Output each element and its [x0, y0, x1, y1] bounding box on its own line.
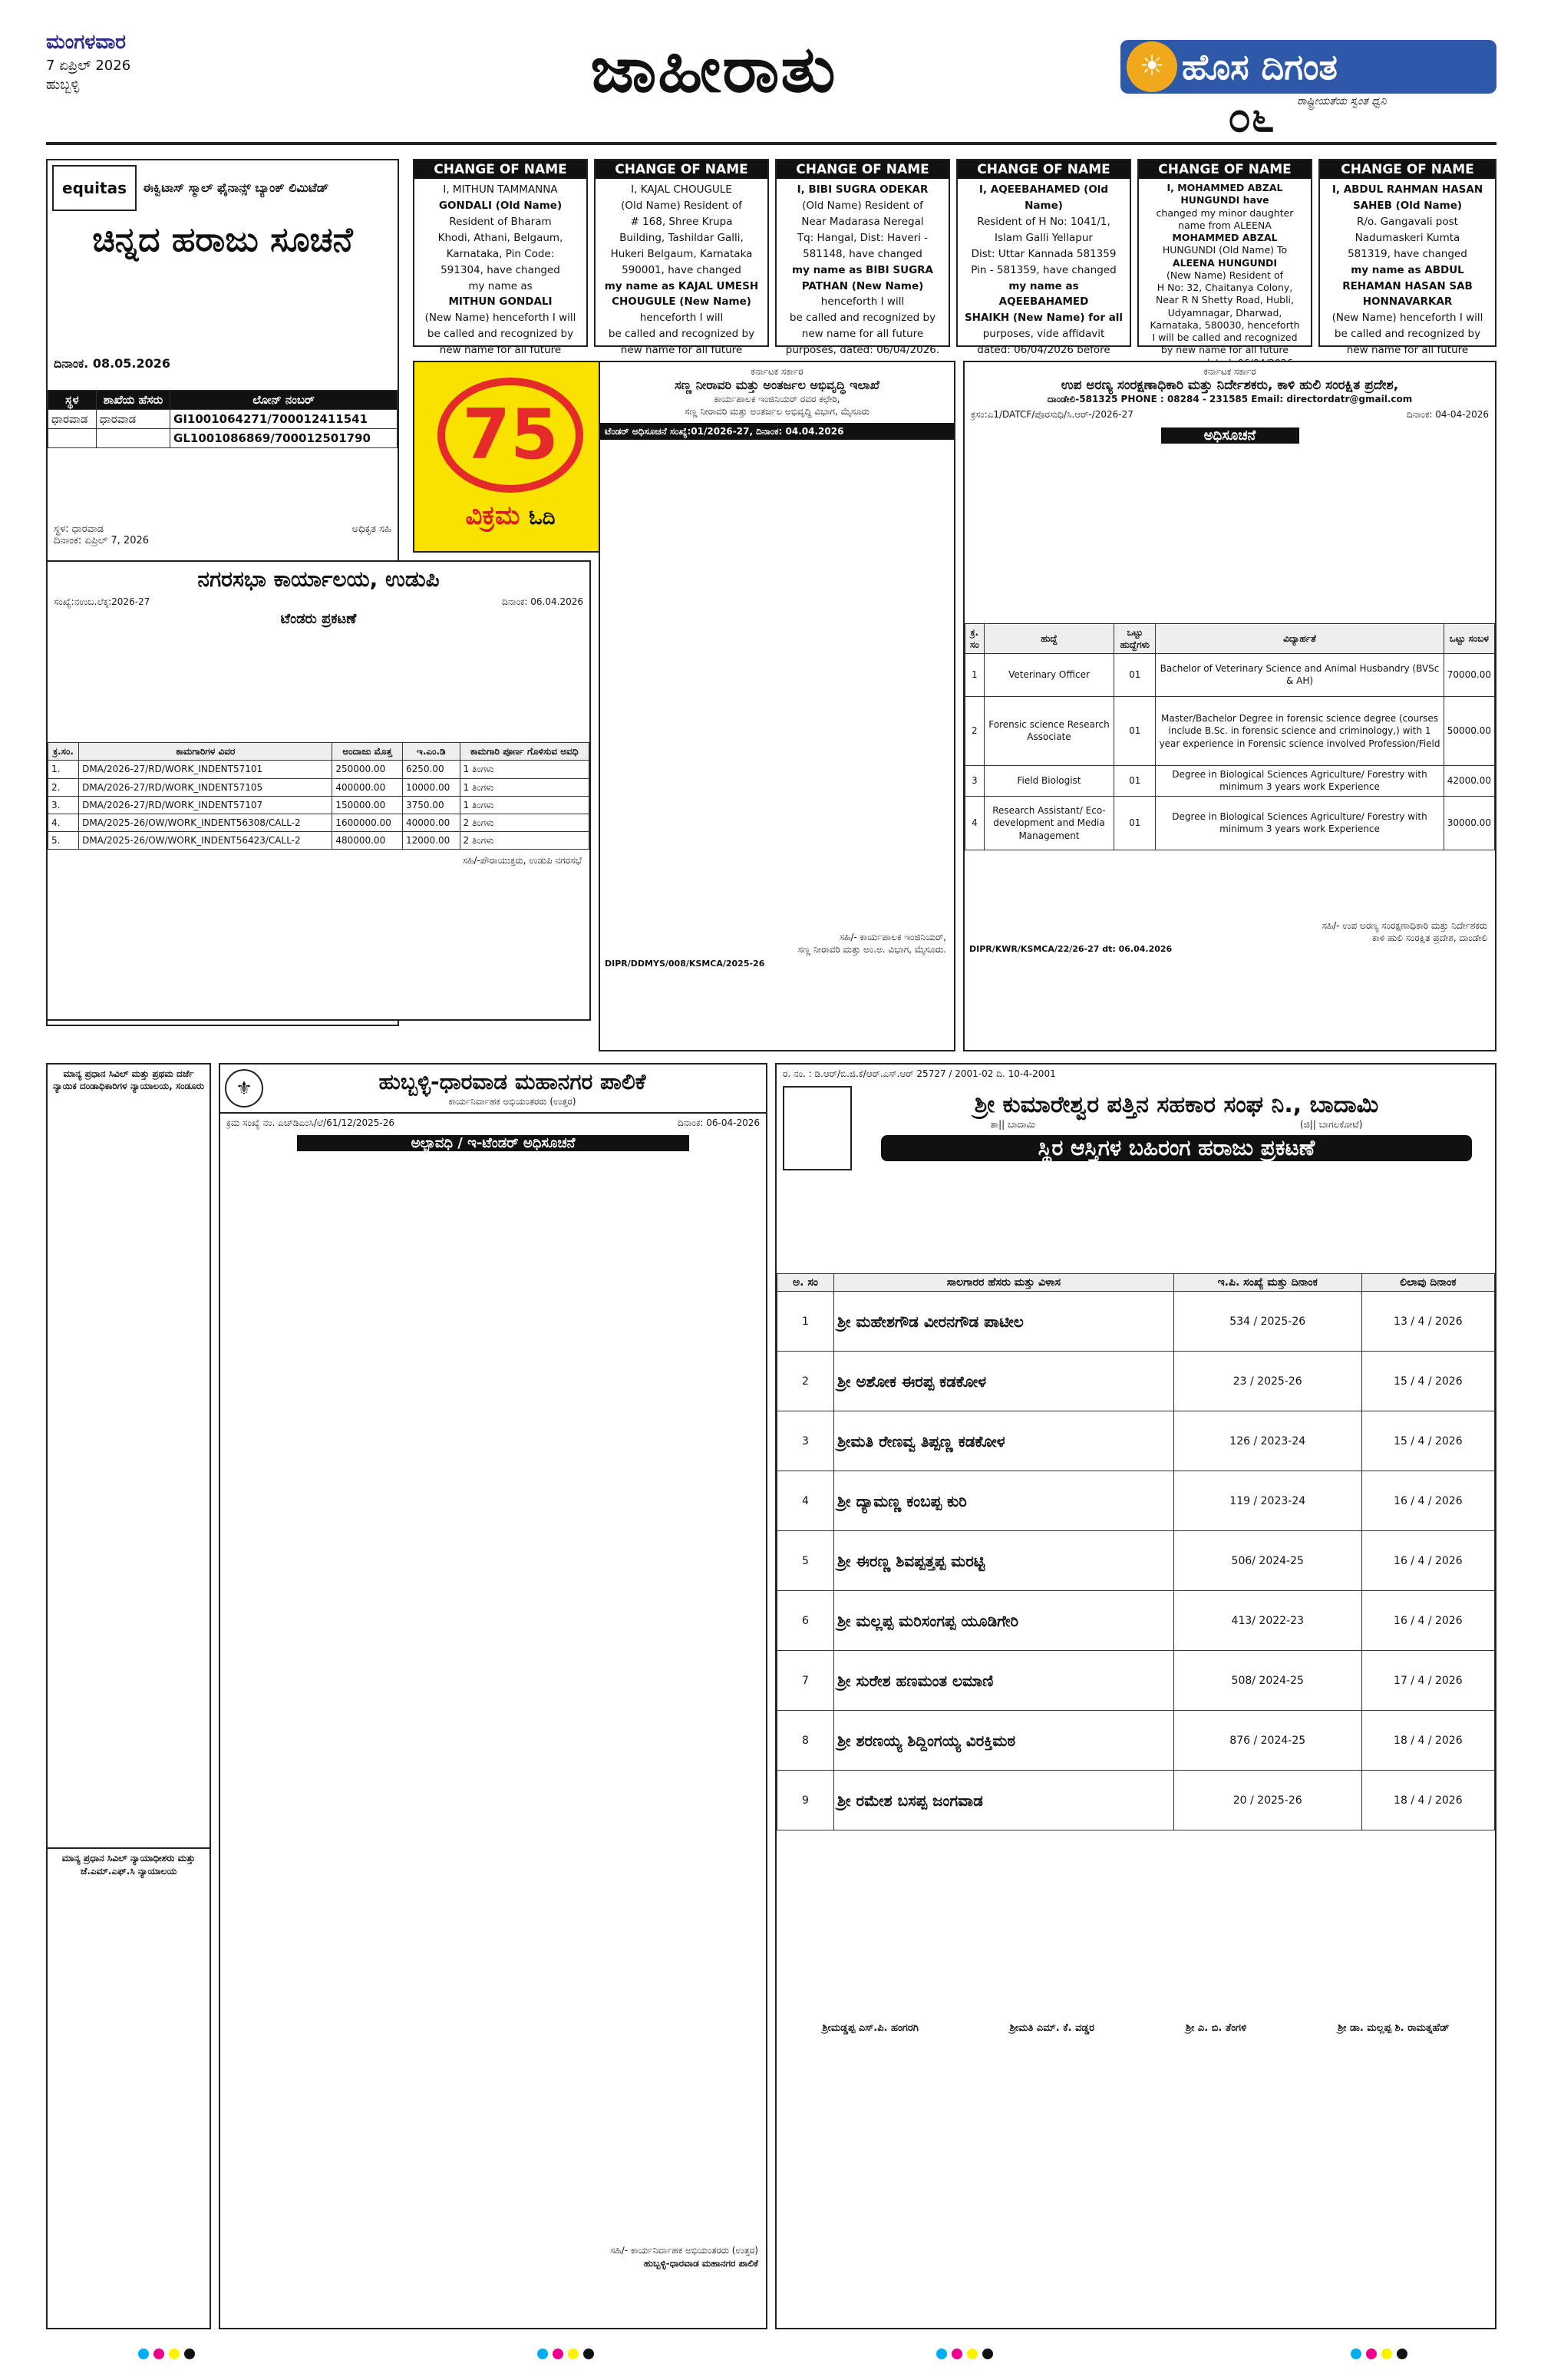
col-sno: ಅ. ಸಂ	[777, 1274, 834, 1292]
hdmc-emblem-icon: ⚜	[225, 1069, 263, 1107]
society-title: ಶ್ರೀ ಕುಮಾರೇಶ್ವರ ಪತ್ತಿನ ಸಹಕಾರ ಸಂಘ ನಿ., ಬಾದಾಮಿ	[974, 1091, 1379, 1118]
vikrama-word: ವಿಕ್ರಮ	[465, 500, 520, 531]
notice-body-text	[777, 1173, 1495, 1273]
signature: ಸಹಿ/- ಕಾರ್ಯನಿರ್ವಾಹಕ ಅಭಿಯಂತರರು (ಉತ್ತರ)	[610, 2245, 758, 2256]
irrigation-tender-notice	[599, 361, 955, 1051]
black-dot-icon	[982, 2349, 993, 2359]
col-sno: ಕ್ರ.ಸಂ.	[48, 743, 79, 761]
office-title: ಉಪ ಅರಣ್ಯ ಸಂರಕ್ಷಣಾಧಿಕಾರಿ ಮತ್ತು ನಿರ್ದೇಶಕರು, ಕಾಳಿ ಹುಲಿ ಸಂರಕ್ಷಿತ ಪ್ರದೇಶ,	[1061, 378, 1399, 394]
court-notices-column	[46, 1063, 211, 2329]
masthead-date: 7 ಏಪ್ರಿಲ್ 2026	[46, 58, 131, 74]
col-ep: ಇ.ಪಿ. ಸಂಖ್ಯೆ ಮತ್ತು ದಿನಾಂಕ	[1173, 1274, 1361, 1292]
change-of-name-ad	[775, 159, 950, 357]
equitas-logo-icon: equitas	[52, 165, 137, 211]
reference-number: ಕ್ರಮ ಸಂಖ್ಯೆ ನಂ. ಎಚ್‌ಡಿಎಂಸಿ/ಲೆ/61/12/2025-26	[226, 1117, 394, 1129]
color-registration-marks	[537, 2349, 594, 2359]
yellow-dot-icon	[1381, 2349, 1392, 2359]
magenta-dot-icon	[153, 2349, 164, 2359]
table-row: 2 ಶ್ರೀ ಅಶೋಕ ಈರಪ್ಪ ಕಡಕೋಳ 23 / 2025-26 15 / 4 / 2026	[777, 1352, 1495, 1411]
col-loan: ಲೋನ್ ನಂಬರ್	[170, 391, 398, 410]
vikrama-title	[422, 500, 599, 531]
table-row: 1 Veterinary Officer 01 Bachelor of Veterinary Science and Animal Husbandry (BVSc & AH) 70000.00	[965, 653, 1495, 696]
tender-number: ಟೆಂಡರ್ ಅಧಿಸೂಚನೆ ಸಂಖ್ಯೆ:01/2026-27, ದಿನಾಂಕ: 04.04.2026	[600, 423, 954, 440]
black-dot-icon	[184, 2349, 195, 2359]
color-registration-marks	[138, 2349, 195, 2359]
footer-signature: ಅಧಿಕೃತ ಸಹಿ	[351, 523, 391, 535]
ad-body: I, BIBI SUGRA ODEKAR (Old Name) Resident of Near Madarasa Neregal Tq: Hangal, Dist: Haveri - 581148, have changed my name as BIBI SUGRA PATHAN (New Name) henceforth I will be called and recognized by new name for all future purposes, dated: 06/04/2026.	[785, 183, 940, 357]
taluk: ತಾ|| ಬಾದಾಮಿ	[990, 1118, 1035, 1130]
notice-title: ಟೆಂಡರು ಪ್ರಕಟಣೆ	[280, 611, 357, 628]
table-row: 1. DMA/2026-27/RD/WORK_INDENT57101 250000.00 6250.00 1 ತಿಂಗಳು	[48, 761, 589, 778]
forest-recruitment-notice	[963, 361, 1496, 1051]
col-emd: ಇ.ಎಂ.ಡಿ	[403, 743, 460, 761]
ad-body: I, MITHUN TAMMANNA GONDALI (Old Name) Resident of Bharam Khodi, Athani, Belgaum, Karnataka, Pin Code: 591304, have changed my name as MITHUN GONDALI (New Name) henceforth I will be called and recognized by new name for all future	[424, 183, 576, 357]
notice-body-text	[48, 627, 589, 742]
udupi-tender-notice	[46, 560, 591, 1021]
ad-body: I, AQEEBAHAMED (Old Name) Resident of H No: 1041/1, Islam Galli Yellapur Dist: Uttar Kannada 581359 Pin - 581359, have changed my name as AQEEBAHAMED SHAIKH (New Name) for all purposes, vide affidavit dated: 06/04/2026 before	[964, 183, 1124, 357]
col-qualification: ವಿದ್ಯಾರ್ಹತೆ	[1156, 623, 1444, 653]
conditions-text	[777, 1830, 1495, 2022]
auction-date: ದಿನಾಂಕ. 08.05.2026	[54, 356, 171, 371]
yellow-dot-icon	[568, 2349, 579, 2359]
notice-title: ಚಿನ್ನದ ಹರಾಜು ಸೂಚನೆ	[92, 220, 353, 259]
magenta-dot-icon	[1366, 2349, 1377, 2359]
change-of-name-ad	[1318, 159, 1496, 357]
col-place: ಸ್ಥಳ	[48, 391, 97, 410]
masthead-rule	[46, 142, 1496, 145]
black-dot-icon	[1397, 2349, 1407, 2359]
table-cell	[48, 429, 97, 448]
auction-table	[777, 1273, 1495, 1830]
col-salary: ಒಟ್ಟು ಸಂಬಳ	[1444, 623, 1494, 653]
table-cell: GI1001064271/700012411541	[170, 410, 398, 429]
ad-body: I, ABDUL RAHMAN HASAN SAHEB (Old Name) R/o. Gangavali post Nadumaskeri Kumta 581319, have changed my name as ABDUL REHAMAN HASAN SAB HONNAVARKAR (New Name) henceforth I will be called and recognized by new name for all future	[1331, 183, 1483, 357]
office-subtitle: ಕಾರ್ಯನಿರ್ವಾಹಕ ಅಭಿಯಂತರರು (ಉತ್ತರ)	[448, 1096, 576, 1107]
magenta-dot-icon	[553, 2349, 563, 2359]
notice-date: ದಿನಾಂಕ: 06-04-2026	[678, 1117, 760, 1129]
col-auction-date: ಲಿಲಾವು ದಿನಾಂಕ	[1361, 1274, 1494, 1292]
court-notice-text	[48, 1095, 210, 1847]
black-dot-icon	[583, 2349, 594, 2359]
yellow-dot-icon	[169, 2349, 180, 2359]
registration-number: ರ. ನಂ. : ಡಿ.ಆರ್/ಬಿ.ಜಿ.ಕೆ/ಆರ್.ಎಸ್.ಆರ್ 25727 / 2001-02 ದಿ. 10-4-2001	[783, 1068, 1056, 1079]
signature: ಸಹಿ/- ಉಪ ಅರಣ್ಯ ಸಂರಕ್ಷಣಾಧಿಕಾರಿ ಮತ್ತು ನಿರ್ದೇಶಕರು	[1322, 919, 1487, 931]
table-row: 6 ಶ್ರೀ ಮಲ್ಲಪ್ಪ ಮರಿಸಂಗಪ್ಪ ಯೂಡಿಗೇರಿ 413/ 2022-23 16 / 4 / 2026	[777, 1591, 1495, 1651]
tender-list-text	[220, 1154, 766, 2244]
posts-table	[965, 623, 1495, 850]
notice-date: ದಿನಾಂಕ: 04-04-2026	[1407, 409, 1489, 421]
table-row	[48, 410, 398, 429]
ad-body: I, KAJAL CHOUGULE (Old Name) Resident of # 168, Shree Krupa Building, Tashildar Galli, Hukeri Belgaum, Karnataka 590001, have changed my name as KAJAL UMESH CHOUGULE (New Name) henceforth I will be called and recognized by new name for all future	[604, 183, 759, 357]
founder-photo	[783, 1086, 852, 1170]
table-row: 3 ಶ್ರೀಮತಿ ರೇಣವ್ವ ತಿಪ್ಪಣ್ಣ ಕಡಕೋಳ 126 / 2023-24 15 / 4 / 2026	[777, 1411, 1495, 1471]
col-post: ಹುದ್ದೆ	[984, 623, 1114, 653]
table-row: 3. DMA/2026-27/RD/WORK_INDENT57107 150000.00 3750.00 1 ತಿಂಗಳು	[48, 796, 589, 814]
page-number: ೦೬	[1228, 92, 1275, 141]
signature: ಸಹಿ/-ಪೌರಾಯುಕ್ತರು, ಉಡುಪಿ ನಗರಸಭೆ	[462, 855, 582, 867]
signatory: ಶ್ರೀಮಡ್ಡಪ್ಪ ಎಸ್.ಪಿ. ಹಂಗರಗಿ	[822, 2022, 919, 2035]
col-count: ಒಟ್ಟು ಹುದ್ದೆಗಳು	[1114, 623, 1156, 653]
ad-body: I, MOHAMMED ABZAL HUNGUNDI have changed my minor daughter name from ALEENA MOHAMMED ABZAL HUNGUNDI (Old Name) To ALEENA HUNGUNDI (New Name) Resident of H No: 32, Chaitanya Colony, Near R N Shetty Road, Hubli, Udyamnagar, Dharwad, Karnataka, 580030, henceforth I will be called and recognized by new name for all future	[1150, 182, 1300, 356]
col-sno: ಕ್ರ. ಸಂ	[965, 623, 985, 653]
hdmc-tender-notice	[219, 1063, 767, 2329]
masthead-dateline	[46, 31, 276, 93]
signatory: ಶ್ರೀ ಎ. ಬಿ. ತೆಂಗಳಿ	[1185, 2022, 1247, 2035]
notice-fine-print	[48, 454, 398, 523]
table-row: 1 ಶ್ರೀ ಮಹೇಶಗೌಡ ವೀರನಗೌಡ ಪಾಟೀಲ 534 / 2025-26 13 / 4 / 2026	[777, 1292, 1495, 1352]
col-borrower: ಸಾಲಗಾರರ ಹೆಸರು ಮತ್ತು ವಿಳಾಸ	[833, 1274, 1173, 1292]
table-row: 7 ಶ್ರೀ ಸುರೇಶ ಹಣಮಂತ ಲಮಾಣಿ 508/ 2024-25 17 / 4 / 2026	[777, 1651, 1495, 1711]
division-name: ಸಣ್ಣ ನೀರಾವರಿ ಮತ್ತು ಅಂತರ್ಜಲ ಅಭಿವೃದ್ಧಿ ವಿಭಾಗ, ಮೈಸೂರು	[685, 406, 869, 418]
footer-place: ಸ್ಥಳ: ಧಾರವಾಡ	[54, 523, 104, 535]
footer-date: ದಿನಾಂಕ: ಏಪ್ರಿಲ್ 7, 2026	[54, 535, 150, 546]
table-row: 5. DMA/2025-26/OW/WORK_INDENT56423/CALL-2 480000.00 12000.00 2 ತಿಂಗಳು	[48, 832, 589, 850]
dipr-ref: DIPR/DDMYS/008/KSMCA/2025-26	[605, 959, 765, 969]
table-row: 5 ಶ್ರೀ ಈರಣ್ಣ ಶಿವಪ್ಪತ್ತಪ್ಪ ಮರಟ್ಟಿ 506/ 2024-25 16 / 4 / 2026	[777, 1531, 1495, 1591]
change-of-name-ad	[594, 159, 769, 357]
signature-office: ಸಣ್ಣ ನೀರಾವರಿ ಮತ್ತು ಅಂ.ಅ. ವಿಭಾಗ, ಮೈಸೂರು.	[797, 943, 946, 955]
dept-name: ಸಣ್ಣ ನೀರಾವರಿ ಮತ್ತು ಅಂತರ್ಜಲ ಅಭಿವೃದ್ಧಿ ಇಲಾಖೆ	[675, 378, 879, 393]
cyan-dot-icon	[537, 2349, 548, 2359]
vikrama-sub: ಓದಿ	[529, 507, 556, 530]
table-row: 2 Forensic science Research Associate 01 Master/Bachelor Degree in forensic science degree (courses include B.Sc. in forensic science and criminology,) with 1 year experience in Forensic science involved Profession/Field 50000.00	[965, 696, 1495, 765]
ad-heading: CHANGE OF NAME	[596, 160, 767, 179]
court-notice-text	[48, 1880, 210, 2310]
table-cell: ಧಾರವಾಡ	[96, 410, 170, 429]
ad-heading: CHANGE OF NAME	[777, 160, 949, 179]
brand-logo-icon: ☀	[1127, 41, 1177, 92]
table-row: 9 ಶ್ರೀ ರಮೇಶ ಬಸಪ್ಪ ಜಂಗವಾಡ 20 / 2025-26 18 / 4 / 2026	[777, 1771, 1495, 1830]
vikrama-75-logo: 75	[437, 378, 583, 493]
table-row: 4. DMA/2025-26/OW/WORK_INDENT56308/CALL-2 1600000.00 40000.00 2 ತಿಂಗಳು	[48, 814, 589, 831]
ad-heading: CHANGE OF NAME	[414, 160, 586, 179]
col-period: ಕಾಮಗಾರಿ ಪೂರ್ಣ ಗೊಳಿಸುವ ಅವಧಿ	[460, 743, 589, 761]
court-title: ಮಾನ್ಯ ಪ್ರಧಾನ ಸಿವಿಲ್ ನ್ಯಾಯಾಧೀಶರು ಮತ್ತು ಜೆ.ಎಮ್.ಎಫ್.ಸಿ ನ್ಯಾಯಾಲಯ	[48, 1847, 210, 1880]
col-work: ಕಾಮಗಾರಿಗಳ ವಿವರ	[79, 743, 332, 761]
loan-table	[48, 390, 398, 448]
table-row: 8 ಶ್ರೀ ಶರಣಯ್ಯ ಶಿದ್ದಿಂಗಯ್ಯ ವಿರಕ್ತಿಮಠ 876 / 2024-25 18 / 4 / 2026	[777, 1711, 1495, 1771]
notice-footer-text	[965, 850, 1495, 919]
ad-heading: CHANGE OF NAME	[958, 160, 1130, 179]
works-table	[48, 742, 589, 850]
dipr-ref: DIPR/KWR/KSMCA/22/26-27 dt: 06.04.2026	[969, 944, 1173, 955]
notice-date: ದಿನಾಂಕ: 06.04.2026	[502, 596, 583, 607]
gov-label: ಕರ್ನಾಟಕ ಸರ್ಕಾರ	[1203, 366, 1256, 377]
brand-banner: ಹೊಸ ದಿಗಂತ	[1120, 40, 1496, 94]
change-of-name-ad	[956, 159, 1131, 357]
cyan-dot-icon	[936, 2349, 947, 2359]
gov-label: ಕರ್ನಾಟಕ ಸರ್ಕಾರ	[751, 366, 803, 377]
cyan-dot-icon	[1351, 2349, 1361, 2359]
ad-heading: CHANGE OF NAME	[1139, 160, 1311, 179]
col-branch: ಶಾಖೆಯ ಹೆಸರು	[96, 391, 170, 410]
table-cell: ಧಾರವಾಡ	[48, 410, 97, 429]
district: (ಜಿ|| ಬಾಗಲಕೋಟೆ)	[1300, 1118, 1363, 1130]
table-row: 4 ಶ್ರೀ ದ್ಯಾಮಣ್ಣ ಕಂಬಪ್ಪ ಕುರಿ 119 / 2023-24 16 / 4 / 2026	[777, 1471, 1495, 1531]
signatory: ಶ್ರೀ ಡಾ. ಮಲ್ಲಪ್ಪ ಶಿ. ರಾಮತ್ನಹೆಡ್	[1337, 2022, 1450, 2035]
office-title: ಹುಬ್ಬಳ್ಳಿ-ಧಾರವಾಡ ಮಹಾನಗರ ಪಾಲಿಕೆ	[378, 1069, 646, 1094]
ad-heading: CHANGE OF NAME	[1320, 160, 1495, 179]
table-row: 3 Field Biologist 01 Degree in Biological Sciences Agriculture/ Forestry with minimum 3 years work Experience 42000.00	[965, 765, 1495, 796]
signature-office: ಹುಬ್ಬಳ್ಳಿ-ಧಾರವಾಡ ಮಹಾನಗರ ಪಾಲಿಕೆ	[643, 2257, 758, 2269]
change-of-name-ad	[1137, 159, 1312, 356]
auction-banner: ಸ್ಥಿರ ಆಸ್ತಿಗಳ ಬಹಿರಂಗ ಹರಾಜು ಪ್ರಕಟಣೆ	[881, 1135, 1472, 1161]
office-address: ದಾಂಡೇಲಿ-581325 PHONE : 08284 - 231585 Email: directordatr@gmail.com	[1047, 394, 1413, 405]
tender-body-text	[600, 440, 954, 931]
signature-office: ಕಾಳಿ ಹುಲಿ ಸಂರಕ್ಷಿತ ಪ್ರದೇಶ, ದಾಂಡೇಲಿ	[1372, 933, 1487, 944]
vikrama-promo	[413, 361, 605, 553]
signatory: ಶ್ರೀಮತಿ ಎಮ್. ಕೆ. ವಡ್ಡರ	[1009, 2022, 1095, 2035]
color-registration-marks	[936, 2349, 993, 2359]
table-row: 2. DMA/2026-27/RD/WORK_INDENT57105 400000.00 10000.00 1 ತಿಂಗಳು	[48, 778, 589, 796]
cyan-dot-icon	[138, 2349, 149, 2359]
section-title: ಜಾಹೀರಾತು	[590, 31, 837, 107]
table-row: 4 Research Assistant/ Eco-development and Media Management 01 Degree in Biological Sciences Agriculture/ Forestry with minimum 3 years work Experience 30000.00	[965, 796, 1495, 850]
masthead-day: ಮಂಗಳವಾರ	[46, 31, 127, 54]
notice-title: ಅಧಿಸೂಚನೆ	[1161, 427, 1299, 444]
reference-number: ಸಂಖ್ಯೆ:ನಉಬ.ಲೆಕ್ಕ:2026-27	[54, 596, 150, 607]
reference-number: ಕ್ರಸಂ:ಎ1/DATCF/ಪೊರಸುಧಿ/ಸಿ.ಆರ್-/2026-27	[971, 409, 1133, 421]
notice-title: ಅಲ್ಪಾವಧಿ / ಇ-ಟೆಂಡರ್ ಅಧಿಸೂಚನೆ	[297, 1135, 689, 1151]
yellow-dot-icon	[967, 2349, 978, 2359]
magenta-dot-icon	[952, 2349, 962, 2359]
court-title: ಮಾನ್ಯ ಪ್ರಧಾನ ಸಿವಿಲ್ ಮತ್ತು ಪ್ರಥಮ ದರ್ಜೆ ನ್ಯಾಯಿಕ ದಂಡಾಧಿಕಾರಿಗಳ ನ್ಯಾಯಾಲಯ, ಸಂಡೂರು	[52, 1068, 205, 1092]
notice-body-text	[965, 447, 1495, 623]
signature: ಸಹಿ/- ಕಾರ್ಯಪಾಲಕ ಇಂಜಿನಿಯರ್,	[839, 931, 946, 942]
table-row	[48, 429, 398, 448]
table-cell: GL1001086869/700012501790	[170, 429, 398, 448]
office-title: ನಗರಸಭಾ ಕಾರ್ಯಾಲಯ, ಉಡುಪಿ	[197, 566, 440, 592]
color-registration-marks	[1351, 2349, 1407, 2359]
table-cell	[96, 429, 170, 448]
bank-name: ಈಕ್ವಿಟಾಸ್ ಸ್ಮಾಲ್ ಫೈನಾನ್ಸ್ ಬ್ಯಾಂಕ್ ಲಿಮಿಟೆಡ್	[143, 180, 329, 195]
notice-body-text	[48, 259, 398, 390]
office-name: ಕಾರ್ಯಪಾಲಕ ಇಂಜಿನಿಯರ್ ರವರ ಕಛೇರಿ,	[714, 394, 840, 405]
change-of-name-ad	[413, 159, 588, 357]
brand-tagline: ರಾಷ್ಟ್ರೀಯತೆಯ ಸ್ವಂತ ಧ್ವನಿ	[1297, 95, 1387, 107]
badami-auction-notice	[775, 1063, 1496, 2329]
masthead-city: ಹುಬ್ಬಳ್ಳಿ	[46, 77, 80, 93]
col-estimate: ಅಂದಾಜು ಮೊತ್ತ	[332, 743, 403, 761]
